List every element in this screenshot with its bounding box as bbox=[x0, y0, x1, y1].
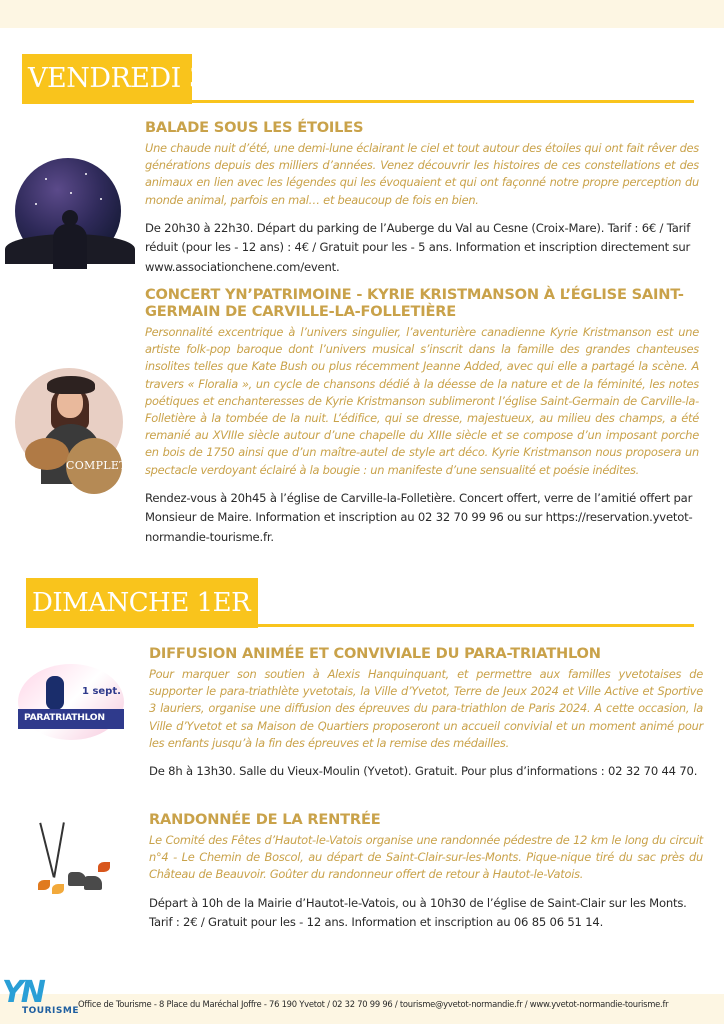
event-paratriathlon bbox=[149, 645, 703, 782]
section-rule bbox=[22, 100, 694, 103]
yvetot-tourisme-logo bbox=[2, 975, 79, 1022]
event-info: Rendez-vous à 20h45 à l’église de Carville-la-Folletière. Concert offert, verre de l’amitié offert par Monsieur de Maire. Information et inscription au 02 32 70 99 96 ou sur https://reservation.yvetot-normandie-tourisme.fr. bbox=[145, 490, 693, 544]
poster-date: 1 sept. bbox=[82, 686, 121, 697]
footer-contact: Office de Tourisme - 8 Place du Maréchal Joffre - 76 190 Yvetot / 02 32 70 99 96 / tourisme@yvetot-normandie.fr / www.yvetot-normandie-tourisme.fr bbox=[78, 999, 669, 1009]
event-concert bbox=[145, 286, 699, 547]
hike-flyer bbox=[34, 818, 114, 898]
section-rule bbox=[26, 624, 694, 627]
event-title: DIFFUSION ANIMÉE ET CONVIVIALE DU PARA-TRIATHLON bbox=[149, 645, 601, 662]
event-balade bbox=[145, 119, 699, 277]
event-description: Pour marquer son soutien à Alexis Hanquinquant, et permettre aux familles yvetotaises de supporter le para-triathlète yvetotais, la Ville d’Yvetot, Terre de Jeux 2024 et Ville Active et Sportive 3 lauriers, organise une diffusion des épreuves du para-triathlon de Paris 2024. A cette occasion, la Ville d’Yvetot et sa Maison de Quartiers proposeront un accueil convivial et un moment animé pour les enfants jusqu’à la fin des épreuves et la remise des médailles. bbox=[149, 667, 703, 750]
date-banner-friday: VENDREDI 30 AOÛT bbox=[22, 54, 192, 104]
event-info: De 8h à 13h30. Salle du Vieux-Moulin (Yvetot). Gratuit. Pour plus d’informations : 02 32 70 44 70. bbox=[149, 764, 698, 779]
event-title: CONCERT YN’PATRIMOINE - KYRIE KRISTMANSON À L’ÉGLISE SAINT-GERMAIN DE CARVILLE-LA-FOLLETIÈRE bbox=[145, 286, 684, 320]
event-info: Départ à 10h de la Mairie d’Hautot-le-Vatois, ou à 10h30 de l’église de Saint-Clair sur les Monts. Tarif : 2€ / Gratuit pour les - 12 ans. Information et inscription au 06 85 06 51 14. bbox=[149, 895, 687, 930]
paratriathlon-poster bbox=[18, 664, 124, 740]
event-description: Personnalité excentrique à l’univers singulier, l’aventurière canadienne Kyrie Kristmanson est une artiste folk-pop baroque dont l’univers musical s’inscrit dans la famille des grandes chanteuses insolites telles que Kate Bush ou plus récemment Jeanne Added, avec qui elle a partagé la scène. A travers « Floralia », un cycle de chansons dédié à la déesse de la nature et de la féminité, les notes poétiques et enchanteresses de Kyrie Kristmanson sublimeront l’église Saint-Germain de Carville-la-Folletière à la tombée de la nuit. L’édifice, qui se dresse, majestueux, au milieu des champs, a été remanié au XVIIIe siècle autour d’une chapelle du XIIIe siècle et se compose d’un imposant porche en bois de 1750 ainsi que d’un maître-autel de style art déco. Kyrie Kristmanson nous proposera un spectacle verdoyant éclairé à la bougie : un manifeste d’une sensualité et poésie inédites. bbox=[145, 325, 699, 477]
stargazing-photo bbox=[15, 158, 121, 264]
event-randonnee bbox=[149, 811, 703, 933]
event-title: RANDONNÉE DE LA RENTRÉE bbox=[149, 811, 381, 828]
top-band bbox=[0, 0, 724, 28]
event-title: BALADE SOUS LES ÉTOILES bbox=[145, 119, 364, 136]
logo-tag: TOURISME bbox=[22, 1006, 79, 1016]
event-description: Une chaude nuit d’été, une demi-lune éclairant le ciel et tout autour des étoiles qui ont fait rêver des générations depuis des milliers d’années. Venez découvrir les histoires de ces constellations et des animaux en lien avec les légendes qui les évoquaient et qui ont façonné notre propre perception du monde animal, parfois en mal… et beaucoup de fois en bien. bbox=[145, 141, 699, 207]
logo-mark: YN bbox=[2, 975, 43, 1010]
event-info: De 20h30 à 22h30. Départ du parking de l’Auberge du Val au Cesne (Croix-Mare). Tarif : 6€ / Tarif réduit (pour les - 12 ans) : 4€ / Gratuit pour les - 5 ans. Information et inscription directement sur www.associationchene.com/event. bbox=[145, 220, 691, 274]
poster-banner: PARATRIATHLON bbox=[24, 712, 105, 723]
date-banner-sunday: DIMANCHE 1ER SEPTEMBRE bbox=[26, 578, 258, 628]
complet-badge: COMPLET bbox=[66, 438, 122, 494]
event-description: Le Comité des Fêtes d’Hautot-le-Vatois organise une randonnée pédestre de 12 km le long du circuit n°4 - Le Chemin de Boscol, au départ de Saint-Clair-sur-les-Monts. Pique-nique tiré du sac près du Château de Beauvoir. Goûter du randonneur offert de retour à Hautot-le-Vatois. bbox=[149, 833, 703, 882]
